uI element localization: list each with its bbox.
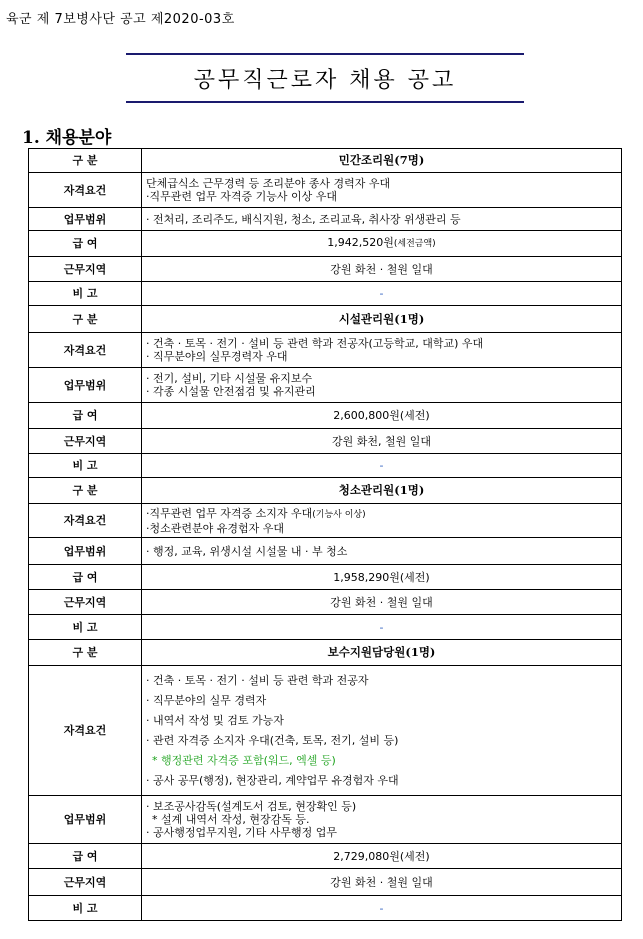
table-row — [29, 454, 622, 478]
location-label: 근무지역 — [29, 869, 142, 896]
qualification-note: (기능사 이상) — [312, 509, 366, 520]
location-label: 근무지역 — [29, 590, 142, 615]
qualification-item: ·청소관련분야 유경험자 우대 — [146, 521, 285, 535]
qualification-cell — [142, 504, 622, 538]
duties-label: 업무범위 — [29, 796, 142, 844]
remarks-value: - — [142, 454, 622, 478]
qualification-label: 자격요건 — [29, 173, 142, 208]
category-label: 구 분 — [29, 306, 142, 333]
table-row — [29, 796, 622, 844]
qualification-label: 자격요건 — [29, 666, 142, 796]
table-row — [29, 231, 622, 257]
qualification-text: ·직무관련 업무 자격증 소지자 우대 — [146, 506, 313, 520]
duties-label: 업무범위 — [29, 538, 142, 565]
category-label: 구 분 — [29, 640, 142, 666]
salary-note: (세전금액) — [393, 239, 436, 249]
duties-label: 업무범위 — [29, 368, 142, 403]
notice-number: 육군 제 7보병사단 공고 제2020-03호 — [6, 12, 235, 27]
qualification-item: · 관련 자격증 소지자 우대(건축, 토목, 전기, 설비 등) — [146, 733, 399, 747]
table-row — [29, 333, 622, 368]
table-row — [29, 403, 622, 429]
salary-value: 2,729,080원(세전) — [142, 844, 622, 869]
salary-cell — [142, 231, 622, 257]
qualification-label: 자격요건 — [29, 504, 142, 538]
job-name: 보수지원담당원(1명) — [142, 640, 622, 666]
job-name: 민간조리원(7명) — [142, 149, 622, 173]
location-label: 근무지역 — [29, 257, 142, 282]
salary-label: 급 여 — [29, 403, 142, 429]
location-label: 근무지역 — [29, 429, 142, 454]
table-row — [29, 666, 622, 796]
table-row — [29, 478, 622, 504]
qualification-item: · 직무분야의 실무 경력자 — [146, 693, 267, 707]
qualification-cell — [142, 666, 622, 796]
duty-item: · 전처리, 조리주도, 배식지원, 청소, 조리교육, 취사장 위생관리 등 — [142, 208, 622, 231]
job-name: 청소관리원(1명) — [142, 478, 622, 504]
table-row — [29, 590, 622, 615]
table-row — [29, 640, 622, 666]
remarks-value: - — [142, 282, 622, 306]
duty-item: · 각종 시설물 안전점검 및 유지관리 — [146, 385, 316, 398]
location-value: 강원 화천 · 철원 일대 — [142, 869, 622, 896]
table-row — [29, 257, 622, 282]
job-name: 시설관리원(1명) — [142, 306, 622, 333]
salary-value: 1,942,520원 — [327, 236, 394, 249]
duty-item: · 보조공사감독(설계도서 검토, 현장확인 등) — [146, 800, 357, 813]
qualification-cell — [142, 173, 622, 208]
salary-label: 급 여 — [29, 844, 142, 869]
category-label: 구 분 — [29, 478, 142, 504]
table-row — [29, 429, 622, 454]
remarks-label: 비 고 — [29, 282, 142, 306]
duties-cell — [142, 796, 622, 844]
qualification-item: · 건축 · 토목 · 전기 · 설비 등 관련 학과 전공자 — [146, 673, 369, 687]
salary-label: 급 여 — [29, 565, 142, 590]
duty-item: · 공사행정업무지원, 기타 사무행정 업무 — [146, 826, 337, 839]
location-value: 강원 화천 · 철원 일대 — [142, 590, 622, 615]
table-row — [29, 565, 622, 590]
duty-item: * 설계 내역서 작성, 현장감독 등. — [152, 813, 310, 826]
salary-value: 1,958,290원(세전) — [142, 565, 622, 590]
qualification-label: 자격요건 — [29, 333, 142, 368]
qualification-item: 단체급식소 근무경력 등 조리분야 종사 경력자 우대 — [146, 177, 391, 190]
qualification-item: * 행정관련 자격증 포함(워드, 엑셀 등) — [152, 753, 336, 767]
location-value: 강원 화천, 철원 일대 — [142, 429, 622, 454]
table-row — [29, 282, 622, 306]
recruitment-table — [28, 148, 622, 921]
duties-cell — [142, 368, 622, 403]
qualification-item — [146, 507, 617, 522]
remarks-label: 비 고 — [29, 615, 142, 640]
table-row — [29, 615, 622, 640]
remarks-label: 비 고 — [29, 896, 142, 921]
table-row — [29, 149, 622, 173]
table-row — [29, 368, 622, 403]
duty-item: · 행정, 교육, 위생시설 시설물 내 · 부 청소 — [142, 538, 622, 565]
duty-item: · 전기, 설비, 기타 시설물 유지보수 — [146, 372, 313, 385]
table-row — [29, 173, 622, 208]
salary-value: 2,600,800원(세전) — [142, 403, 622, 429]
table-row — [29, 504, 622, 538]
table-row — [29, 306, 622, 333]
qualification-item: · 직무분야의 실무경력자 우대 — [146, 350, 288, 363]
table-row — [29, 844, 622, 869]
remarks-value: - — [142, 615, 622, 640]
section-heading: 1. 채용분야 — [22, 128, 112, 148]
table-row — [29, 208, 622, 231]
qualification-cell — [142, 333, 622, 368]
table-row — [29, 896, 622, 921]
qualification-item: · 내역서 작성 및 검토 가능자 — [146, 713, 284, 727]
remarks-value: - — [142, 896, 622, 921]
remarks-label: 비 고 — [29, 454, 142, 478]
category-label: 구 분 — [29, 149, 142, 173]
salary-label: 급 여 — [29, 231, 142, 257]
page-title: 공무직근로자 채용 공고 — [126, 53, 524, 103]
table-row — [29, 869, 622, 896]
qualification-item: · 공사 공무(행정), 현장관리, 계약업무 유경험자 우대 — [146, 773, 399, 787]
qualification-item: · 건축 · 토목 · 전기 · 설비 등 관련 학과 전공자(고등학교, 대학교) 우대 — [146, 337, 484, 350]
qualification-item: ·직무관련 업무 자격증 기능사 이상 우대 — [146, 190, 337, 203]
table-row — [29, 538, 622, 565]
location-value: 강원 화천 · 철원 일대 — [142, 257, 622, 282]
duties-label: 업무범위 — [29, 208, 142, 231]
